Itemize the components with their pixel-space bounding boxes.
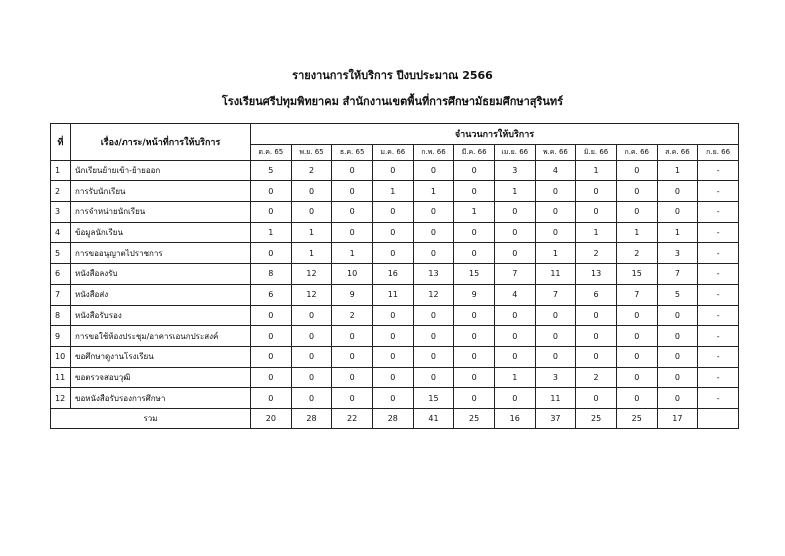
month-value-cell: 0	[332, 160, 373, 181]
month-value-cell: 16	[372, 264, 413, 285]
total-value-cell: 25	[616, 408, 657, 428]
month-value-cell: 1	[494, 181, 535, 202]
month-value-cell: 0	[535, 326, 576, 347]
month-value-cell: 0	[616, 388, 657, 409]
row-task-name: หนังสือลงรับ	[71, 264, 251, 285]
col-no-header: ที่	[51, 124, 71, 161]
month-value-cell: 0	[535, 222, 576, 243]
month-value-cell: 1	[413, 181, 454, 202]
table-row	[51, 305, 739, 326]
month-value-cell: 0	[454, 305, 495, 326]
month-value-cell: 7	[494, 264, 535, 285]
month-value-cell: 0	[413, 243, 454, 264]
month-value-cell: 3	[657, 243, 698, 264]
month-value-cell: 0	[251, 243, 292, 264]
month-header: เม.ย. 66	[494, 144, 535, 160]
month-value-cell: 0	[332, 181, 373, 202]
row-number: 11	[51, 367, 71, 388]
month-header: ธ.ค. 65	[332, 144, 373, 160]
row-task-name: ข้อมูลนักเรียน	[71, 222, 251, 243]
month-value-cell: 0	[372, 346, 413, 367]
table-row	[51, 326, 739, 347]
month-value-cell: 12	[413, 284, 454, 305]
row-number: 5	[51, 243, 71, 264]
row-number: 12	[51, 388, 71, 409]
month-value-cell: 9	[454, 284, 495, 305]
total-value-cell: 17	[657, 408, 698, 428]
month-value-cell: 0	[454, 160, 495, 181]
month-value-cell: 0	[657, 202, 698, 223]
month-value-cell: 0	[494, 202, 535, 223]
month-value-cell: 11	[535, 388, 576, 409]
month-value-cell: 0	[454, 367, 495, 388]
month-value-cell: 0	[251, 388, 292, 409]
month-value-cell: -	[698, 284, 739, 305]
month-value-cell: 0	[576, 388, 617, 409]
table-row	[51, 346, 739, 367]
month-header: ก.ย. 66	[698, 144, 739, 160]
month-value-cell: 0	[291, 181, 332, 202]
month-value-cell: 0	[535, 202, 576, 223]
total-value-cell	[698, 408, 739, 428]
month-value-cell: 2	[576, 243, 617, 264]
month-value-cell: 0	[372, 243, 413, 264]
month-value-cell: 0	[535, 181, 576, 202]
month-value-cell: 0	[372, 388, 413, 409]
month-value-cell: 5	[657, 284, 698, 305]
month-value-cell: 0	[332, 222, 373, 243]
month-value-cell: 4	[494, 284, 535, 305]
month-value-cell: 0	[454, 181, 495, 202]
month-value-cell: 0	[657, 181, 698, 202]
row-number: 7	[51, 284, 71, 305]
month-value-cell: 1	[657, 160, 698, 181]
month-value-cell: 0	[657, 388, 698, 409]
month-header: ส.ค. 66	[657, 144, 698, 160]
month-value-cell: 0	[657, 367, 698, 388]
month-value-cell: -	[698, 202, 739, 223]
month-value-cell: 0	[454, 243, 495, 264]
month-value-cell: 0	[291, 305, 332, 326]
month-value-cell: 2	[576, 367, 617, 388]
row-task-name: หนังสือรับรอง	[71, 305, 251, 326]
month-value-cell: 7	[535, 284, 576, 305]
month-value-cell: 6	[576, 284, 617, 305]
row-number: 3	[51, 202, 71, 223]
month-value-cell: 15	[616, 264, 657, 285]
month-value-cell: 0	[372, 160, 413, 181]
month-value-cell: 11	[535, 264, 576, 285]
month-value-cell: 0	[494, 305, 535, 326]
row-task-name: หนังสือส่ง	[71, 284, 251, 305]
table-row	[51, 367, 739, 388]
month-value-cell: 0	[332, 326, 373, 347]
total-value-cell: 22	[332, 408, 373, 428]
table-row	[51, 284, 739, 305]
row-task-name: ขอตรวจสอบวุฒิ	[71, 367, 251, 388]
month-value-cell: 12	[291, 264, 332, 285]
month-value-cell: 0	[372, 222, 413, 243]
row-task-name: การจำหน่ายนักเรียน	[71, 202, 251, 223]
month-value-cell: 0	[616, 326, 657, 347]
month-value-cell: 0	[616, 305, 657, 326]
month-value-cell: 0	[535, 305, 576, 326]
month-value-cell: 3	[535, 367, 576, 388]
month-value-cell: 1	[616, 222, 657, 243]
month-value-cell: 2	[332, 305, 373, 326]
total-value-cell: 20	[251, 408, 292, 428]
table-row	[51, 388, 739, 409]
month-value-cell: 15	[413, 388, 454, 409]
month-header: มี.ค. 66	[454, 144, 495, 160]
month-value-cell: 9	[332, 284, 373, 305]
month-value-cell: 0	[372, 326, 413, 347]
row-task-name: การขอใช้ห้องประชุม/อาคารเอนกประสงค์	[71, 326, 251, 347]
month-value-cell: 1	[454, 202, 495, 223]
month-value-cell: 1	[494, 367, 535, 388]
month-value-cell: 10	[332, 264, 373, 285]
month-value-cell: 0	[576, 346, 617, 367]
month-header: ต.ค. 65	[251, 144, 292, 160]
month-value-cell: 0	[616, 202, 657, 223]
month-value-cell: 1	[372, 181, 413, 202]
month-value-cell: 0	[576, 181, 617, 202]
month-value-cell: 0	[332, 388, 373, 409]
month-value-cell: 0	[413, 346, 454, 367]
total-value-cell: 25	[454, 408, 495, 428]
row-task-name: ขอหนังสือรับรองการศึกษา	[71, 388, 251, 409]
month-value-cell: 0	[616, 367, 657, 388]
month-value-cell: 0	[616, 181, 657, 202]
month-value-cell: 0	[332, 367, 373, 388]
month-header: พ.ย. 65	[291, 144, 332, 160]
month-value-cell: 0	[494, 222, 535, 243]
month-value-cell: 0	[413, 305, 454, 326]
month-value-cell: 4	[535, 160, 576, 181]
table-row	[51, 264, 739, 285]
month-value-cell: -	[698, 326, 739, 347]
month-value-cell: 0	[413, 367, 454, 388]
month-value-cell: 1	[576, 222, 617, 243]
month-value-cell: 0	[251, 346, 292, 367]
month-value-cell: -	[698, 181, 739, 202]
month-value-cell: 0	[616, 160, 657, 181]
month-value-cell: -	[698, 305, 739, 326]
month-value-cell: 0	[251, 326, 292, 347]
month-value-cell: 0	[413, 202, 454, 223]
month-value-cell: 12	[291, 284, 332, 305]
month-value-cell: 0	[657, 305, 698, 326]
month-value-cell: 8	[251, 264, 292, 285]
month-value-cell: 0	[535, 346, 576, 367]
month-value-cell: 0	[454, 388, 495, 409]
month-value-cell: 0	[616, 346, 657, 367]
col-task-header: เรื่อง/ภาระ/หน้าที่การให้บริการ	[71, 124, 251, 161]
month-value-cell: 0	[454, 222, 495, 243]
month-value-cell: 1	[251, 222, 292, 243]
month-value-cell: 0	[576, 202, 617, 223]
month-value-cell: 0	[372, 202, 413, 223]
report-subtitle: โรงเรียนศรีปทุมพิทยาคม สำนักงานเขตพื้นที่การศึกษามัธยมศึกษาสุรินทร์	[221, 95, 564, 108]
month-value-cell: 0	[413, 160, 454, 181]
month-value-cell: 0	[494, 346, 535, 367]
month-value-cell: 1	[332, 243, 373, 264]
month-value-cell: 2	[291, 160, 332, 181]
month-value-cell: 5	[251, 160, 292, 181]
month-value-cell: 0	[332, 202, 373, 223]
month-value-cell: 13	[576, 264, 617, 285]
month-value-cell: 1	[535, 243, 576, 264]
month-value-cell: 0	[251, 181, 292, 202]
month-value-cell: 0	[454, 346, 495, 367]
month-value-cell: 0	[291, 326, 332, 347]
table-row	[51, 202, 739, 223]
month-header: ก.ค. 66	[616, 144, 657, 160]
report-title: รายงานการให้บริการ ปีงบประมาณ 2566	[292, 69, 493, 82]
table-row	[51, 160, 739, 181]
month-header: มิ.ย. 66	[576, 144, 617, 160]
month-value-cell: 0	[372, 367, 413, 388]
month-value-cell: 0	[657, 326, 698, 347]
month-value-cell: 7	[616, 284, 657, 305]
month-value-cell: 0	[251, 202, 292, 223]
row-number: 6	[51, 264, 71, 285]
row-number: 10	[51, 346, 71, 367]
row-number: 2	[51, 181, 71, 202]
month-value-cell: 2	[616, 243, 657, 264]
total-value-cell: 16	[494, 408, 535, 428]
row-number: 4	[51, 222, 71, 243]
month-value-cell: 0	[251, 305, 292, 326]
month-value-cell: 0	[576, 326, 617, 347]
month-value-cell: 0	[372, 305, 413, 326]
month-value-cell: 0	[494, 243, 535, 264]
month-header: พ.ค. 66	[535, 144, 576, 160]
service-report-table	[50, 123, 739, 429]
table-row	[51, 222, 739, 243]
total-label: รวม	[51, 408, 251, 428]
month-value-cell: 7	[657, 264, 698, 285]
col-group-header: จำนวนการให้บริการ	[251, 124, 739, 145]
month-value-cell: 1	[291, 222, 332, 243]
row-number: 8	[51, 305, 71, 326]
month-value-cell: 0	[494, 388, 535, 409]
month-value-cell: 0	[657, 346, 698, 367]
row-task-name: การขออนุญาตไปราชการ	[71, 243, 251, 264]
month-value-cell: -	[698, 160, 739, 181]
total-value-cell: 28	[372, 408, 413, 428]
table-row	[51, 181, 739, 202]
month-value-cell: -	[698, 243, 739, 264]
month-value-cell: -	[698, 346, 739, 367]
total-row	[51, 408, 739, 428]
month-value-cell: 0	[291, 388, 332, 409]
month-value-cell: -	[698, 264, 739, 285]
month-value-cell: 1	[657, 222, 698, 243]
month-value-cell: 0	[291, 346, 332, 367]
month-value-cell: 1	[291, 243, 332, 264]
row-task-name: การรับนักเรียน	[71, 181, 251, 202]
month-header: ม.ค. 66	[372, 144, 413, 160]
month-value-cell: 0	[576, 305, 617, 326]
month-value-cell: 0	[251, 367, 292, 388]
month-value-cell: 0	[454, 326, 495, 347]
total-value-cell: 37	[535, 408, 576, 428]
month-value-cell: 13	[413, 264, 454, 285]
month-value-cell: 0	[291, 367, 332, 388]
month-value-cell: 0	[291, 202, 332, 223]
month-value-cell: 0	[413, 326, 454, 347]
total-value-cell: 28	[291, 408, 332, 428]
row-number: 9	[51, 326, 71, 347]
month-value-cell: 11	[372, 284, 413, 305]
month-value-cell: 3	[494, 160, 535, 181]
month-value-cell: -	[698, 367, 739, 388]
month-value-cell: 0	[332, 346, 373, 367]
month-value-cell: 0	[494, 326, 535, 347]
month-value-cell: 1	[576, 160, 617, 181]
month-value-cell: 0	[413, 222, 454, 243]
month-value-cell: -	[698, 388, 739, 409]
month-value-cell: 6	[251, 284, 292, 305]
table-row	[51, 243, 739, 264]
month-header: ก.พ. 66	[413, 144, 454, 160]
row-number: 1	[51, 160, 71, 181]
month-value-cell: -	[698, 222, 739, 243]
row-task-name: ขอศึกษาดูงานโรงเรียน	[71, 346, 251, 367]
month-value-cell: 15	[454, 264, 495, 285]
total-value-cell: 25	[576, 408, 617, 428]
total-value-cell: 41	[413, 408, 454, 428]
row-task-name: นักเรียนย้ายเข้า-ย้ายออก	[71, 160, 251, 181]
